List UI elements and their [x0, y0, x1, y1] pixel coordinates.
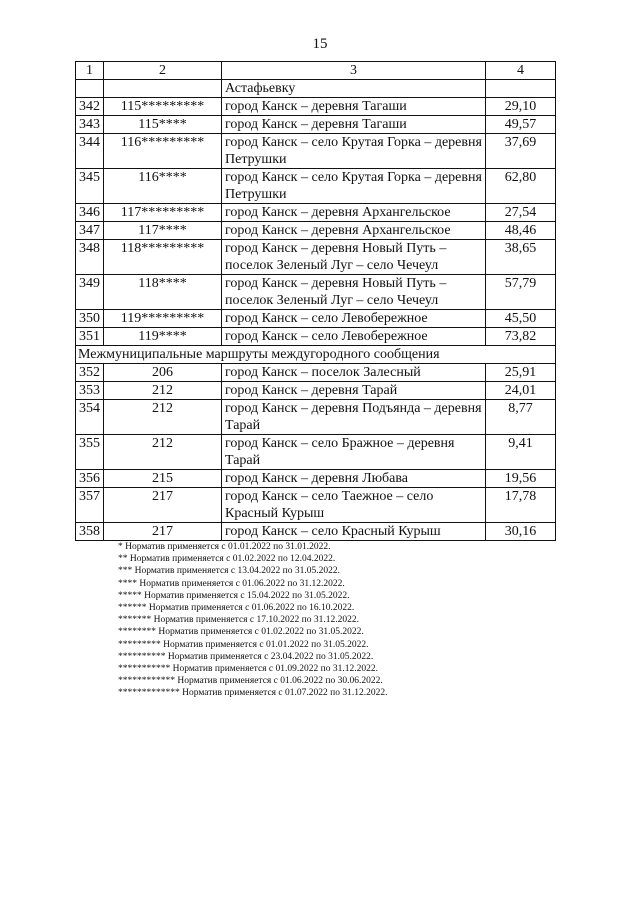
cell-route-name: город Канск – село Красный Курыш [222, 523, 486, 541]
cell-num: 351 [76, 328, 104, 346]
cell-num: 345 [76, 169, 104, 204]
cell-code: 212 [104, 382, 222, 400]
table-row [76, 98, 556, 116]
footnote: *********** Норматив применяется с 01.09.2022 по 31.12.2022. [118, 664, 378, 675]
cell-code: 117**** [104, 222, 222, 240]
cell-num: 353 [76, 382, 104, 400]
cell-value: 38,65 [486, 240, 556, 275]
table-row [76, 470, 556, 488]
table-row [76, 134, 556, 169]
cell-route-name: город Канск – деревня Новый Путь – поселок Зеленый Луг – село Чечеул [222, 240, 486, 275]
footnote: ************ Норматив применяется с 01.06.2022 по 30.06.2022. [118, 676, 383, 687]
table-row [76, 169, 556, 204]
cell-num: 344 [76, 134, 104, 169]
cell-code: 215 [104, 470, 222, 488]
cell-value: 24,01 [486, 382, 556, 400]
header-col-2: 2 [104, 62, 222, 80]
cell-route-name: город Канск – деревня Подъянда – деревня Тарай [222, 400, 486, 435]
cell-code: 119********* [104, 310, 222, 328]
footnote: ** Норматив применяется с 01.02.2022 по 12.04.2022. [118, 554, 336, 565]
cell-code: 212 [104, 400, 222, 435]
cell-route-name: город Канск – деревня Тагаши [222, 98, 486, 116]
cell-code: 119**** [104, 328, 222, 346]
footnotes [118, 541, 387, 700]
cell-value: 9,41 [486, 435, 556, 470]
cell-num: 346 [76, 204, 104, 222]
table-row [76, 523, 556, 541]
header-col-1: 1 [76, 62, 104, 80]
footnote: ********* Норматив применяется с 01.01.2022 по 31.05.2022. [118, 639, 369, 650]
table-row [76, 275, 556, 310]
page-number: 15 [312, 36, 328, 52]
footnote: ************* Норматив применяется с 01.07.2022 по 31.12.2022. [118, 688, 388, 699]
table-row [76, 310, 556, 328]
footnote: ***** Норматив применяется с 15.04.2022 по 31.05.2022. [118, 590, 350, 601]
cell-value: 49,57 [486, 116, 556, 134]
table-row [76, 328, 556, 346]
table-row [76, 382, 556, 400]
cell-code: 212 [104, 435, 222, 470]
table-row [76, 204, 556, 222]
cell-code: 117********* [104, 204, 222, 222]
cell-num: 358 [76, 523, 104, 541]
cell-route-name: Астафьевку [222, 80, 486, 98]
cell-route-name: город Канск – деревня Новый Путь – поселок Зеленый Луг – село Чечеул [222, 275, 486, 310]
cell-num: 348 [76, 240, 104, 275]
cell-code: 217 [104, 523, 222, 541]
routes-table [75, 61, 556, 541]
footnote: ******** Норматив применяется с 01.02.2022 по 31.05.2022. [118, 627, 364, 638]
cell-code: 118**** [104, 275, 222, 310]
cell-value: 48,46 [486, 222, 556, 240]
table-row [76, 364, 556, 382]
cell-route-name: город Канск – деревня Тагаши [222, 116, 486, 134]
cell-num: 350 [76, 310, 104, 328]
cell-num: 343 [76, 116, 104, 134]
footnote: ******* Норматив применяется с 17.10.2022 по 31.12.2022. [118, 615, 359, 626]
carry-over-row [76, 80, 556, 98]
cell-value: 19,56 [486, 470, 556, 488]
cell-value: 45,50 [486, 310, 556, 328]
cell-value: 37,69 [486, 134, 556, 169]
footnote: ********** Норматив применяется с 23.04.2022 по 31.05.2022. [118, 651, 374, 662]
cell-code: 115**** [104, 116, 222, 134]
cell-route-name: город Канск – село Таежное – село Красный Курыш [222, 488, 486, 523]
cell-value: 29,10 [486, 98, 556, 116]
cell-code: 116**** [104, 169, 222, 204]
section-title: Межмуниципальные маршруты междугородного сообщения [76, 346, 556, 364]
cell-value [486, 80, 556, 98]
cell-route-name: город Канск – деревня Архангельское [222, 204, 486, 222]
cell-value: 73,82 [486, 328, 556, 346]
cell-code: 118********* [104, 240, 222, 275]
cell-route-name: город Канск – село Крутая Горка – деревня Петрушки [222, 134, 486, 169]
cell-code: 115********* [104, 98, 222, 116]
table-row [76, 240, 556, 275]
cell-value: 17,78 [486, 488, 556, 523]
footnote: ****** Норматив применяется с 01.06.2022 по 16.10.2022. [118, 603, 355, 614]
table-row [76, 400, 556, 435]
cell-route-name: город Канск – село Бражное – деревня Тарай [222, 435, 486, 470]
cell-route-name: город Канск – деревня Тарай [222, 382, 486, 400]
cell-route-name: город Канск – село Крутая Горка – деревня Петрушки [222, 169, 486, 204]
footnote: **** Норматив применяется с 01.06.2022 по 31.12.2022. [118, 578, 345, 589]
cell-value: 25,91 [486, 364, 556, 382]
cell-route-name: город Канск – деревня Архангельское [222, 222, 486, 240]
cell-route-name: город Канск – село Левобережное [222, 310, 486, 328]
cell-code: 206 [104, 364, 222, 382]
table-row [76, 488, 556, 523]
header-col-4: 4 [486, 62, 556, 80]
table-row [76, 435, 556, 470]
cell-code: 217 [104, 488, 222, 523]
cell-route-name: город Канск – деревня Любава [222, 470, 486, 488]
cell-value: 8,77 [486, 400, 556, 435]
cell-code: 116********* [104, 134, 222, 169]
cell-value: 27,54 [486, 204, 556, 222]
section-row [76, 346, 556, 364]
cell-num: 342 [76, 98, 104, 116]
cell-route-name: город Канск – село Левобережное [222, 328, 486, 346]
cell-num: 352 [76, 364, 104, 382]
cell-value: 30,16 [486, 523, 556, 541]
header-col-3: 3 [222, 62, 486, 80]
cell-code [104, 80, 222, 98]
cell-value: 57,79 [486, 275, 556, 310]
cell-num [76, 80, 104, 98]
cell-num: 356 [76, 470, 104, 488]
table-row [76, 116, 556, 134]
footnote: *** Норматив применяется с 13.04.2022 по 31.05.2022. [118, 566, 340, 577]
cell-num: 355 [76, 435, 104, 470]
cell-num: 354 [76, 400, 104, 435]
table-row [76, 222, 556, 240]
cell-num: 347 [76, 222, 104, 240]
cell-route-name: город Канск – поселок Залесный [222, 364, 486, 382]
cell-value: 62,80 [486, 169, 556, 204]
table-header-row [76, 62, 556, 80]
cell-num: 357 [76, 488, 104, 523]
cell-num: 349 [76, 275, 104, 310]
footnote: * Норматив применяется с 01.01.2022 по 31.01.2022. [118, 542, 331, 552]
